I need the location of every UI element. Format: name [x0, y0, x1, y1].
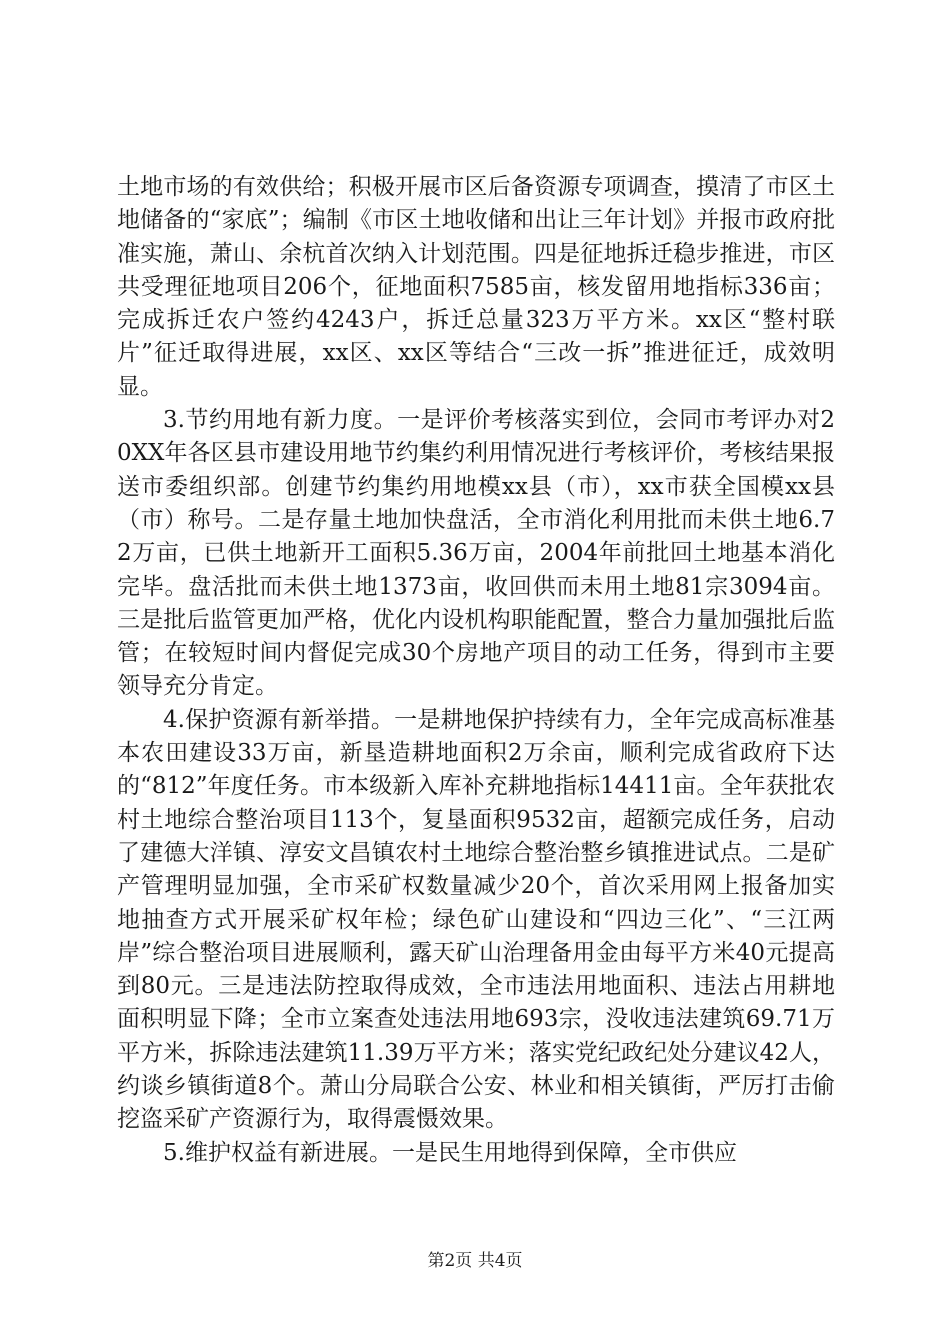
paragraph-1: 土地市场的有效供给；积极开展市区后备资源专项调查，摸清了市区土地储备的“家底”；编制《市区土地收储和出让三年计划》并报市政府批准实施，萧山、余杭首次纳入计划范围。四是征地拆迁稳步推进，市区共受理征地项目206个，征地面积7585亩，核发留用地指标336亩；完成拆迁农户签约4243户，拆迁总量323万平方米。xx区“整村联片”征迁取得进展，xx区、xx区等结合“三改一拆”推进征迁，成效明显。 [117, 174, 835, 400]
document-body [117, 171, 835, 1170]
paragraph-2: 3.节约用地有新力度。一是评价考核落实到位，会同市考评办对20XX年各区县市建设用地节约集约利用情况进行考核评价，考核结果报送市委组织部。创建节约集约用地模xx县（市），xx市获全国模xx县（市）称号。二是存量土地加快盘活，全市消化利用批而未供土地6.72万亩，已供土地新开工面积5.36万亩，2004年前批回土地基本消化完毕。盘活批而未供土地1373亩，收回供而未用土地81宗3094亩。三是批后监管更加严格，优化内设机构职能配置，整合力量加强批后监管；在较短时间内督促完成30个房地产项目的动工任务，得到市主要领导充分肯定。 [117, 407, 835, 700]
paragraph-4: 5.维护权益有新进展。一是民生用地得到保障，全市供应 [163, 1139, 737, 1166]
page-number-footer: 第2页 共4页 [427, 1251, 523, 1271]
paragraph-3: 4.保护资源有新举措。一是耕地保护持续有力，全年完成高标准基本农田建设33万亩，新垦造耕地面积2万余亩，顺利完成省政府下达的“812”年度任务。市本级新入库补充耕地指标14411亩。全年获批农村土地综合整治项目113个，复垦面积9532亩，超额完成任务，启动了建德大洋镇、淳安文昌镇农村土地综合整治整乡镇推进试点。二是矿产管理明显加强，全市采矿权数量减少20个，首次采用网上报备加实地抽查方式开展采矿权年检；绿色矿山建设和“四边三化”、“三江两岸”综合整治项目进展顺利，露天矿山治理备用金由每平方米40元提高到80元。三是违法防控取得成效，全市违法用地面积、违法占用耕地面积明显下降；全市立案查处违法用地693宗，没收违法建筑69.71万平方米，拆除违法建筑11.39万平方米；落实党纪政纪处分建议42人，约谈乡镇街道8个。萧山分局联合公安、林业和相关镇街，严厉打击偷挖盗采矿产资源行为，取得震慑效果。 [117, 706, 835, 1133]
